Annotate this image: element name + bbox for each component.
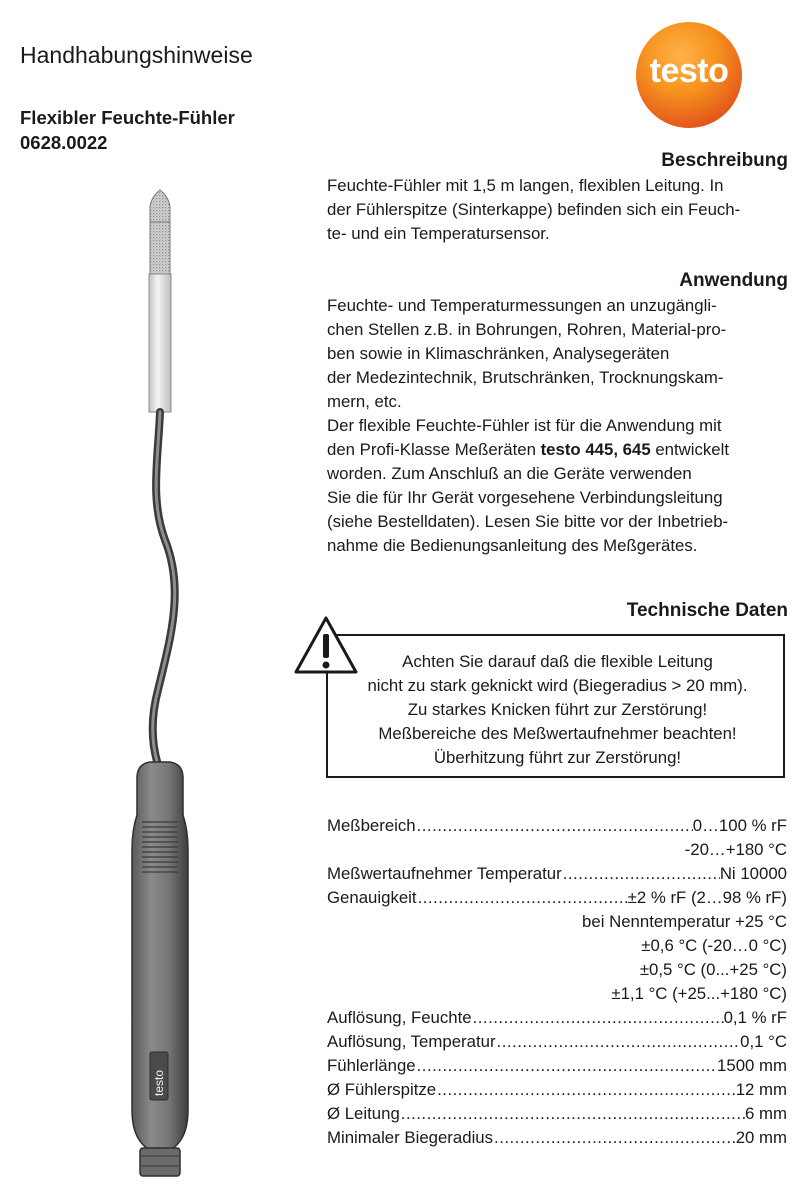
- spec-value: 12 mm: [735, 1080, 787, 1099]
- dot-leader: [400, 1102, 745, 1126]
- text-line: ben sowie in Klimaschränken, Analysegeräten: [327, 344, 670, 363]
- heading-beschreibung: Beschreibung: [661, 150, 788, 171]
- document-title: Handhabungshinweise: [20, 42, 253, 68]
- spec-value: Ni 10000: [719, 864, 787, 883]
- spec-value: ±2 % rF (2…98 % rF): [627, 888, 787, 907]
- text-line: Feuchte-Fühler mit 1,5 m langen, flexiblen Leitung. In: [327, 176, 724, 195]
- anwendung-text: [327, 294, 787, 558]
- dot-leader: [472, 1006, 724, 1030]
- warning-line: Überhitzung führt zur Zerstörung!: [433, 748, 682, 767]
- heading-anwendung: Anwendung: [679, 270, 788, 291]
- text-segment: den Profi-Klasse Meßeräten: [327, 440, 541, 459]
- spec-label: Genauigkeit: [327, 888, 417, 907]
- spec-row: [327, 886, 787, 910]
- probe-sleeve: [149, 274, 171, 412]
- spec-value: 0…100 % rF: [692, 816, 787, 835]
- text-line: (siehe Bestelldaten). Lesen Sie bitte vor der Inbetrieb-: [327, 512, 729, 531]
- sinter-cap-base: [150, 222, 170, 274]
- spec-label: Meßbereich: [327, 816, 416, 835]
- text-line: worden. Zum Anschluß an die Geräte verwenden: [327, 464, 692, 483]
- text-line: Der flexible Feuchte-Fühler ist für die Anwendung mit: [327, 416, 722, 435]
- spec-row: [327, 1006, 787, 1030]
- text-line: [327, 438, 787, 462]
- spec-continuation: ±0,6 °C (-20…0 °C): [641, 936, 787, 955]
- spec-value: 0,1 °C: [740, 1032, 787, 1051]
- sinter-cap: [150, 190, 170, 222]
- product-name: Flexibler Feuchte-Fühler: [20, 107, 235, 128]
- device-models: testo 445, 645: [540, 440, 651, 459]
- spec-row: [327, 1054, 787, 1078]
- spec-label: Fühlerlänge: [327, 1056, 416, 1075]
- warning-line: Meßbereiche des Meßwertaufnehmer beachten!: [378, 724, 737, 743]
- dot-leader: [496, 1030, 741, 1054]
- spec-row: [327, 1102, 787, 1126]
- text-line: der Medezintechnik, Brutschränken, Trocknungskam-: [327, 368, 724, 387]
- spec-row: [327, 1030, 787, 1054]
- spec-value: 0,1 % rF: [723, 1008, 787, 1027]
- beschreibung-text: [327, 174, 787, 246]
- text-line: te- und ein Temperatursensor.: [327, 224, 550, 243]
- spec-label: Meßwertaufnehmer Temperatur: [327, 864, 562, 883]
- handle-label: testo: [152, 1069, 166, 1096]
- spec-label: Auflösung, Temperatur: [327, 1032, 496, 1051]
- warning-line: Zu starkes Knicken führt zur Zerstörung!: [407, 700, 708, 719]
- spec-continuation: -20…+180 °C: [684, 840, 787, 859]
- spec-continuation: bei Nenntemperatur +25 °C: [582, 912, 787, 931]
- dot-leader: [493, 1126, 736, 1150]
- warning-text: [330, 650, 785, 770]
- spec-label: Minimaler Biegeradius: [327, 1128, 494, 1147]
- spec-row: [327, 1126, 787, 1150]
- testo-logo: [636, 22, 742, 128]
- warning-line: nicht zu stark geknickt wird (Biegeradius > 20 mm).: [367, 676, 748, 695]
- spec-row: [327, 862, 787, 886]
- probe-illustration: [0, 0, 320, 1192]
- spec-label: Auflösung, Feuchte: [327, 1008, 472, 1027]
- spec-row: [327, 814, 787, 838]
- spec-value: 6 mm: [745, 1104, 787, 1123]
- probe-connector: [140, 1148, 180, 1176]
- spec-value: 20 mm: [735, 1128, 787, 1147]
- spec-value: 1500 mm: [717, 1056, 787, 1075]
- spec-continuation: ±0,5 °C (0...+25 °C): [639, 960, 787, 979]
- text-segment: entwickelt: [650, 440, 730, 459]
- product-code: 0628.0022: [20, 132, 108, 153]
- spec-list: [327, 814, 787, 1150]
- text-line: chen Stellen z.B. in Bohrungen, Rohren, Material-pro-: [327, 320, 727, 339]
- warning-line: Achten Sie darauf daß die flexible Leitung: [402, 652, 713, 671]
- text-line: nahme die Bedienungsanleitung des Meßgerätes.: [327, 536, 698, 555]
- spec-row: [327, 1078, 787, 1102]
- dot-leader: [416, 814, 693, 838]
- spec-continuation: ±1,1 °C (+25...+180 °C): [611, 984, 787, 1003]
- spec-label: Ø Fühlerspitze: [327, 1080, 437, 1099]
- logo-text: testo: [649, 52, 729, 90]
- dot-leader: [417, 886, 628, 910]
- dot-leader: [436, 1078, 736, 1102]
- heading-technische-daten: Technische Daten: [626, 600, 788, 621]
- spec-label: Ø Leitung: [327, 1104, 400, 1123]
- text-line: Sie die für Ihr Gerät vorgesehene Verbindungsleitung: [327, 488, 723, 507]
- text-line: der Fühlerspitze (Sinterkappe) befinden sich ein Feuch-: [327, 200, 741, 219]
- dot-leader: [416, 1054, 717, 1078]
- text-line: Feuchte- und Temperaturmessungen an unzugängli-: [327, 296, 717, 315]
- dot-leader: [562, 862, 720, 886]
- text-line: mern, etc.: [327, 392, 402, 411]
